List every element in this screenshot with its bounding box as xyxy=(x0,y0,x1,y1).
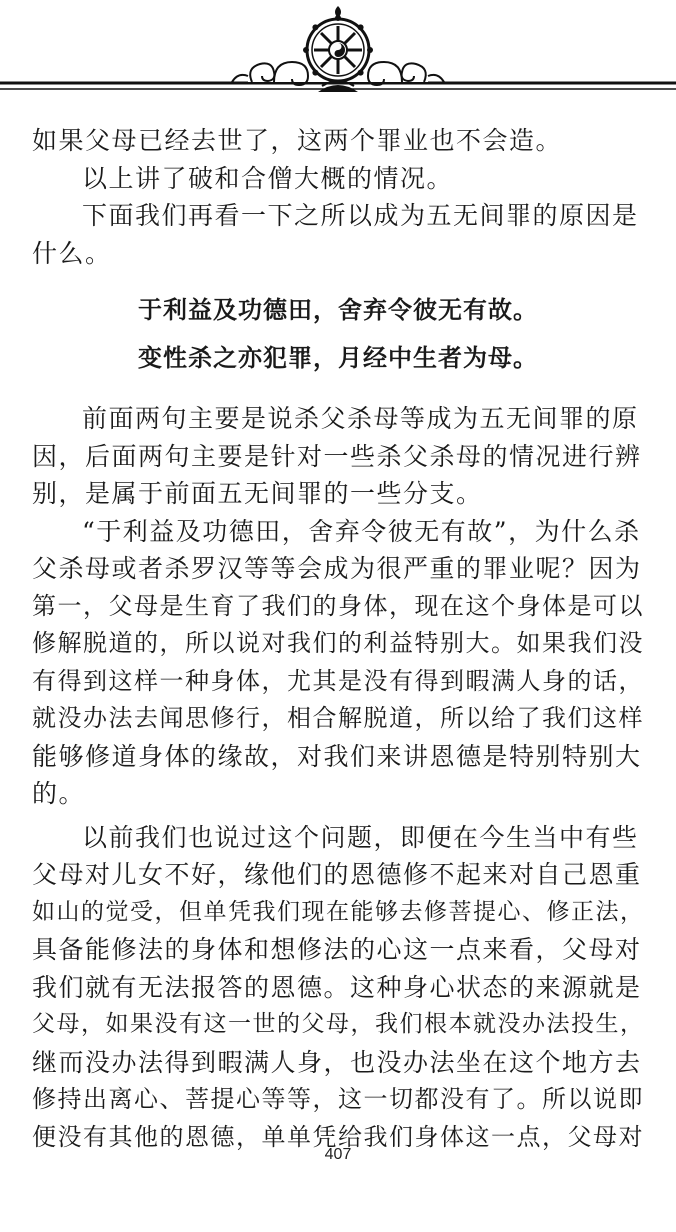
paragraph-1 xyxy=(32,122,644,160)
page-body xyxy=(32,122,644,1156)
text-line: 第一，父母是生育了我们的身体，现在这个身体是可以 xyxy=(32,591,644,620)
text-line: 修持出离心、菩提心等等，这一切都没有了。所以说即 xyxy=(32,1085,644,1113)
text-line: 父杀母或者杀罗汉等等会成为很严重的罪业呢？因为 xyxy=(32,554,642,583)
paragraph-5 xyxy=(32,513,644,813)
text-line: 修解脱道的，所以说对我们的利益特别大。如果我们没 xyxy=(32,629,644,657)
text-line: 我们就有无法报答的恩德。这种身心状态的来源就是 xyxy=(32,972,642,1002)
text-line: 什么。 xyxy=(32,238,112,268)
paragraph-6 xyxy=(32,819,644,1157)
verse-line: 于利益及功德田，舍弃令彼无有故。 xyxy=(138,296,538,324)
page-number: 407 xyxy=(324,1146,352,1163)
text-line: 能够修道身体的缘故，对我们来讲恩德是特别特别大 xyxy=(32,741,642,771)
text-line: 有得到这样一种身体，尤其是没有得到暇满人身的话， xyxy=(32,666,644,695)
dharma-wheel-icon xyxy=(0,0,676,110)
text-line: 以上讲了破和合僧大概的情况。 xyxy=(82,163,454,193)
text-line: 以前我们也说过这个问题，即便在今生当中有些 xyxy=(82,822,639,852)
text-line: 的。 xyxy=(32,779,86,808)
text-line: 如山的觉受，但单凭我们现在能够去修菩提心、修正法， xyxy=(32,898,645,925)
text-line: 就没办法去闻思修行，相合解脱道，所以给了我们这样 xyxy=(32,704,644,732)
text-line: “于利益及功德田，舍弃令彼无有故”，为什么杀 xyxy=(82,516,641,546)
text-line: 具备能修法的身体和想修法的心这一点来看，父母对 xyxy=(32,935,642,964)
verse-line: 变性杀之亦犯罪，月经中生者为母。 xyxy=(138,344,538,372)
paragraph-2 xyxy=(32,160,644,198)
text-line: 如果父母已经去世了，这两个罪业也不会造。 xyxy=(32,126,563,155)
text-line: 便没有其他的恩德，单单凭给我们身体这一点，父母对 xyxy=(32,1122,644,1151)
paragraph-3 xyxy=(32,197,644,272)
text-line: 别，是属于前面五无间罪的一些分支。 xyxy=(32,479,483,508)
verse-block xyxy=(32,286,644,382)
text-line: 因，后面两句主要是针对一些杀父杀母的情况进行辨 xyxy=(32,441,642,471)
text-line: 前面两句主要是说杀父杀母等成为五无间罪的原 xyxy=(82,404,639,433)
text-line: 下面我们再看一下之所以成为五无间罪的原因是 xyxy=(82,201,639,230)
text-line: 父母，如果没有这一世的父母，我们根本就没办法投生， xyxy=(32,1011,645,1037)
page-header xyxy=(0,0,676,110)
text-line: 继而没办法得到暇满人身，也没办法坐在这个地方去 xyxy=(32,1047,642,1077)
text-line: 父母对儿女不好，缘他们的恩德修不起来对自己恩重 xyxy=(32,860,642,889)
paragraph-4 xyxy=(32,400,644,513)
